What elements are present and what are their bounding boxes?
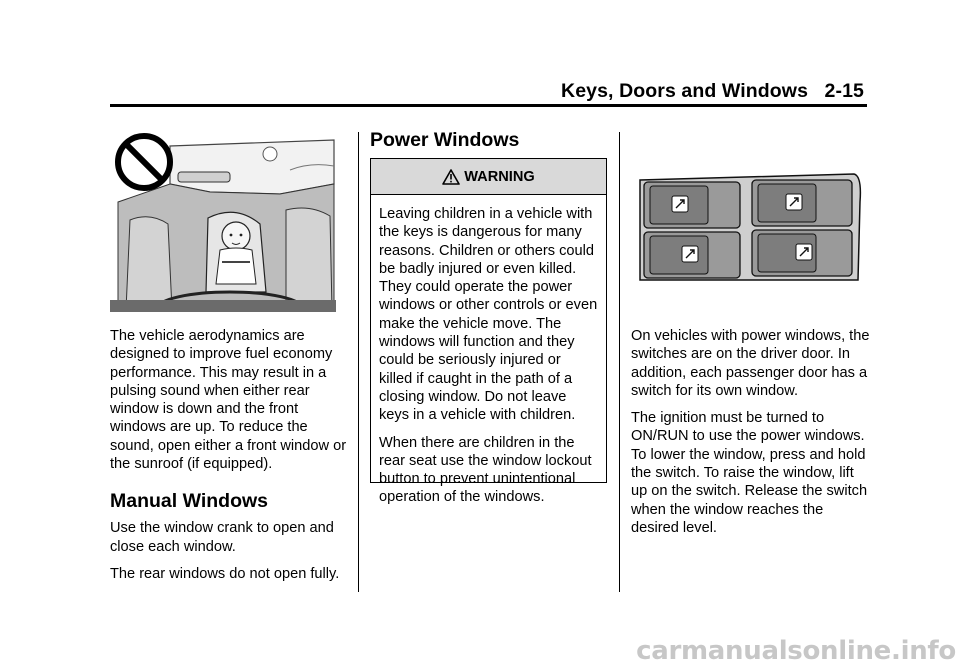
column-divider-left xyxy=(358,132,359,592)
window-switch-panel-illustration xyxy=(636,172,864,284)
window-switch-panel-drawing xyxy=(636,172,864,284)
watermark-text: carmanualsonline.info xyxy=(636,636,956,666)
warning-paragraph-1: Leaving children in a vehicle with the keys is dangerous for many reasons. Children or others could be badly injured or even killed. They could operate the power windows or other controls or even make the vehicle move. The windows will function and they could be seriously injured or killed if caught in the path of a closing window. Do not leave keys in a vehicle with children. xyxy=(379,206,598,424)
manual-windows-paragraph-1: Use the window crank to open and close each window. xyxy=(110,520,334,555)
power-windows-paragraph-1: On vehicles with power windows, the switches are on the driver door. In addition, each passenger door has a switch for its own window. xyxy=(631,328,870,399)
warning-paragraph-2: When there are children in the rear seat use the window lockout button to prevent unintentional operation of the windows. xyxy=(379,434,592,506)
power-windows-paragraph-2: The ignition must be turned to ON/RUN to use the power windows. To lower the window, press and hold the switch. To raise the window, lift up on the switch. Release the switch when the window reaches the desired level. xyxy=(631,410,868,536)
warning-header xyxy=(371,159,606,195)
column-divider-right xyxy=(619,132,620,592)
warning-triangle-icon xyxy=(442,169,460,185)
left-column xyxy=(110,327,350,592)
page-header-title: Keys, Doors and Windows 2-15 xyxy=(561,80,864,102)
child-in-vehicle-drawing xyxy=(110,132,336,312)
manual-windows-heading: Manual Windows xyxy=(110,490,268,513)
warning-label: WARNING xyxy=(464,168,535,185)
aerodynamics-paragraph: The vehicle aerodynamics are designed to improve fuel economy performance. This may result in a pulsing sound when either rear window is down and the front windows are up. To reduce the sound, open either a front window or the sunroof (if equipped). xyxy=(110,328,347,473)
child-in-vehicle-illustration xyxy=(110,132,336,312)
right-column xyxy=(631,327,871,546)
warning-body xyxy=(371,195,606,507)
header-rule xyxy=(110,104,867,107)
manual-windows-paragraph-2: The rear windows do not open fully. xyxy=(110,565,340,582)
power-windows-heading: Power Windows xyxy=(370,129,520,151)
warning-box xyxy=(370,158,607,506)
